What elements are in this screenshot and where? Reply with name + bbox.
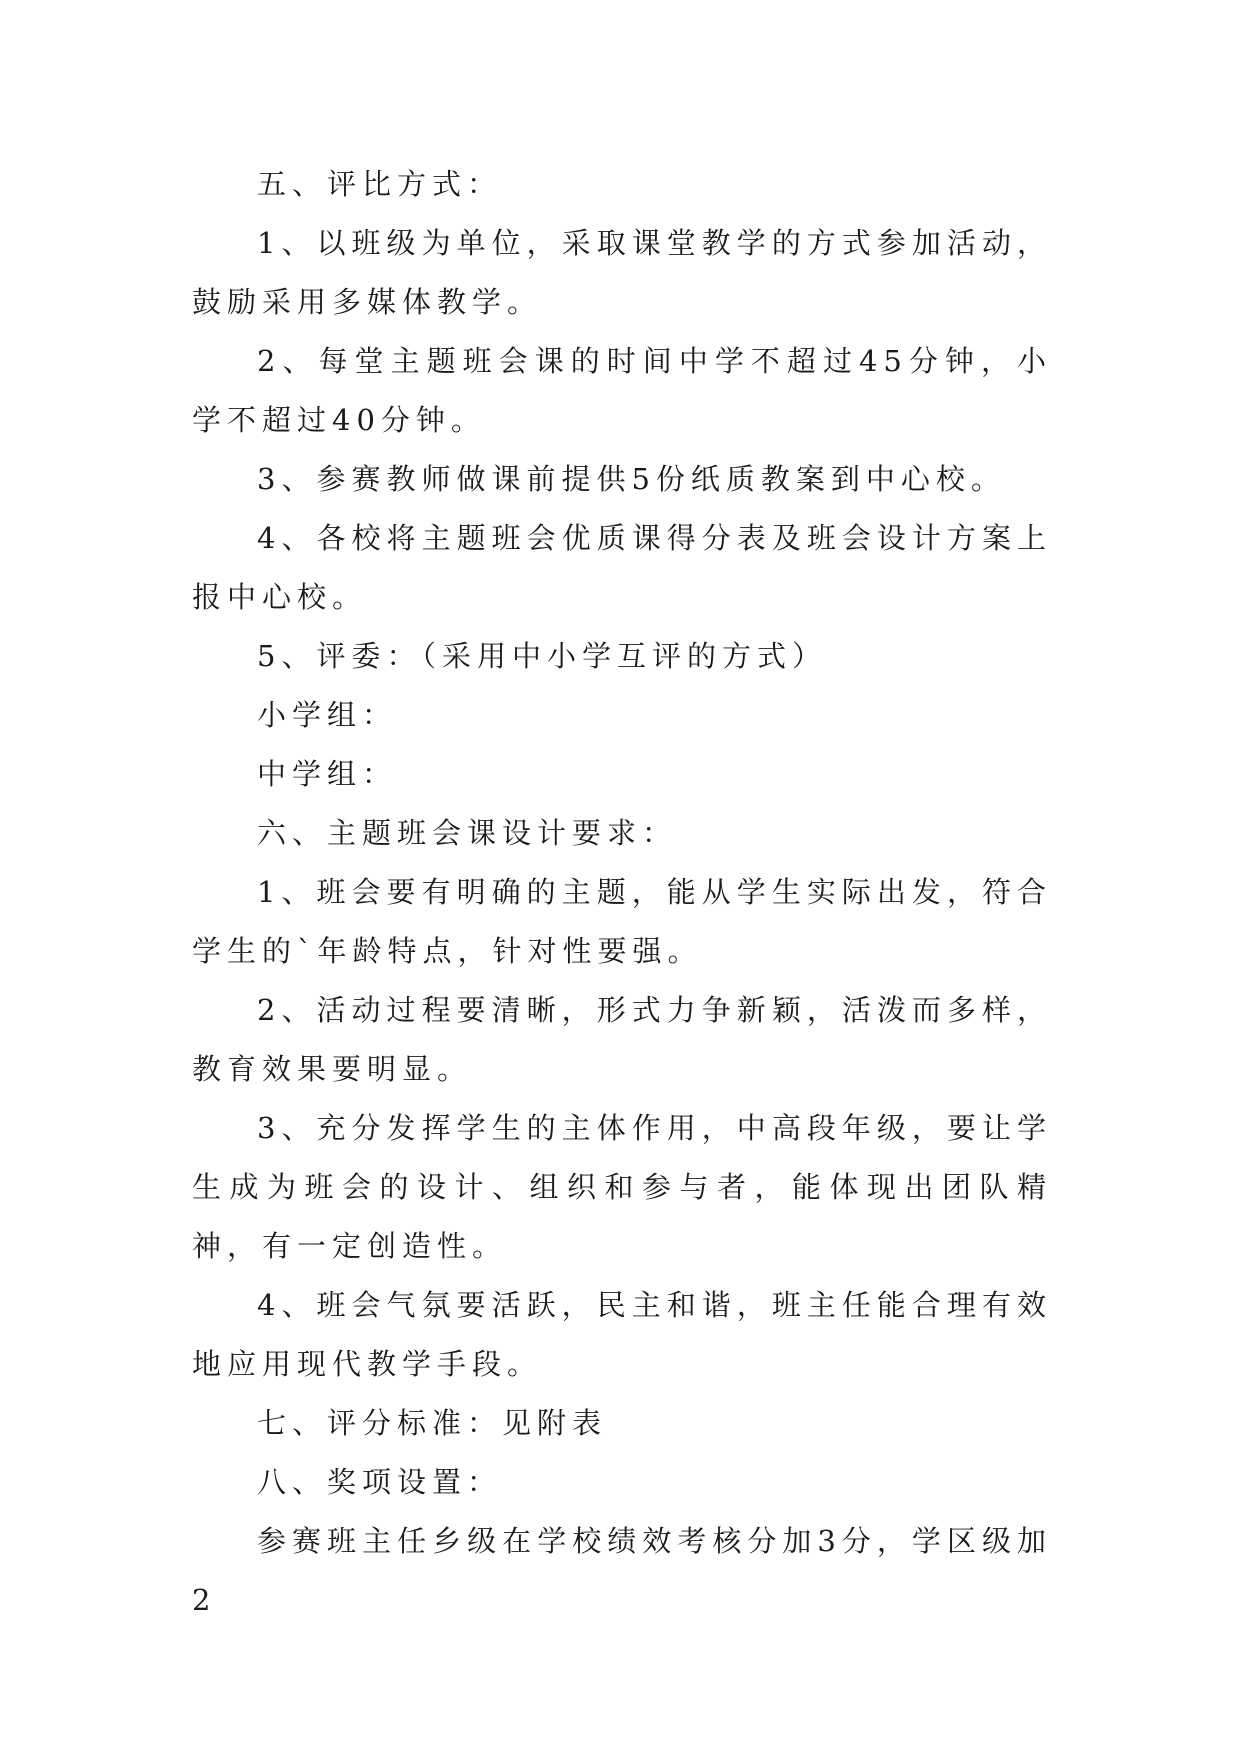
document-body bbox=[192, 155, 1052, 1630]
paragraph-item: 1、班会要有明确的主题，能从学生实际出发，符合学生的`年龄特点，针对性要强。 bbox=[192, 875, 1052, 968]
paragraph-item-judges: 5、评委：（采用中小学互评的方式） bbox=[257, 639, 827, 673]
paragraph-awards-detail: 参赛班主任乡级在学校绩效考核分加3分，学区级加2 bbox=[192, 1524, 1052, 1617]
section-heading-awards: 八、奖项设置： bbox=[257, 1465, 503, 1499]
paragraph-primary-group: 小学组： bbox=[257, 698, 398, 732]
paragraph-item: 3、参赛教师做课前提供5份纸质教案到中心校。 bbox=[257, 462, 1006, 496]
paragraph-item: 1、以班级为单位，采取课堂教学的方式参加活动，鼓励采用多媒体教学。 bbox=[192, 226, 1052, 319]
section-heading-design-requirements: 六、主题班会课设计要求： bbox=[257, 816, 678, 850]
paragraph-item: 4、班会气氛要活跃，民主和谐，班主任能合理有效地应用现代教学手段。 bbox=[192, 1288, 1052, 1381]
section-heading-evaluation-method: 五、评比方式： bbox=[257, 167, 503, 201]
paragraph-item: 2、每堂主题班会课的时间中学不超过45分钟，小学不超过40分钟。 bbox=[192, 344, 1052, 437]
paragraph-item: 3、充分发挥学生的主体作用，中高段年级，要让学生成为班会的设计、组织和参与者，能体现出团队精神，有一定创造性。 bbox=[192, 1111, 1052, 1263]
paragraph-item: 2、活动过程要清晰，形式力争新颖，活泼而多样，教育效果要明显。 bbox=[192, 993, 1052, 1086]
section-heading-scoring-standard: 七、评分标准：见附表 bbox=[257, 1406, 608, 1440]
paragraph-middle-group: 中学组： bbox=[257, 757, 398, 791]
paragraph-item: 4、各校将主题班会优质课得分表及班会设计方案上报中心校。 bbox=[192, 521, 1052, 614]
